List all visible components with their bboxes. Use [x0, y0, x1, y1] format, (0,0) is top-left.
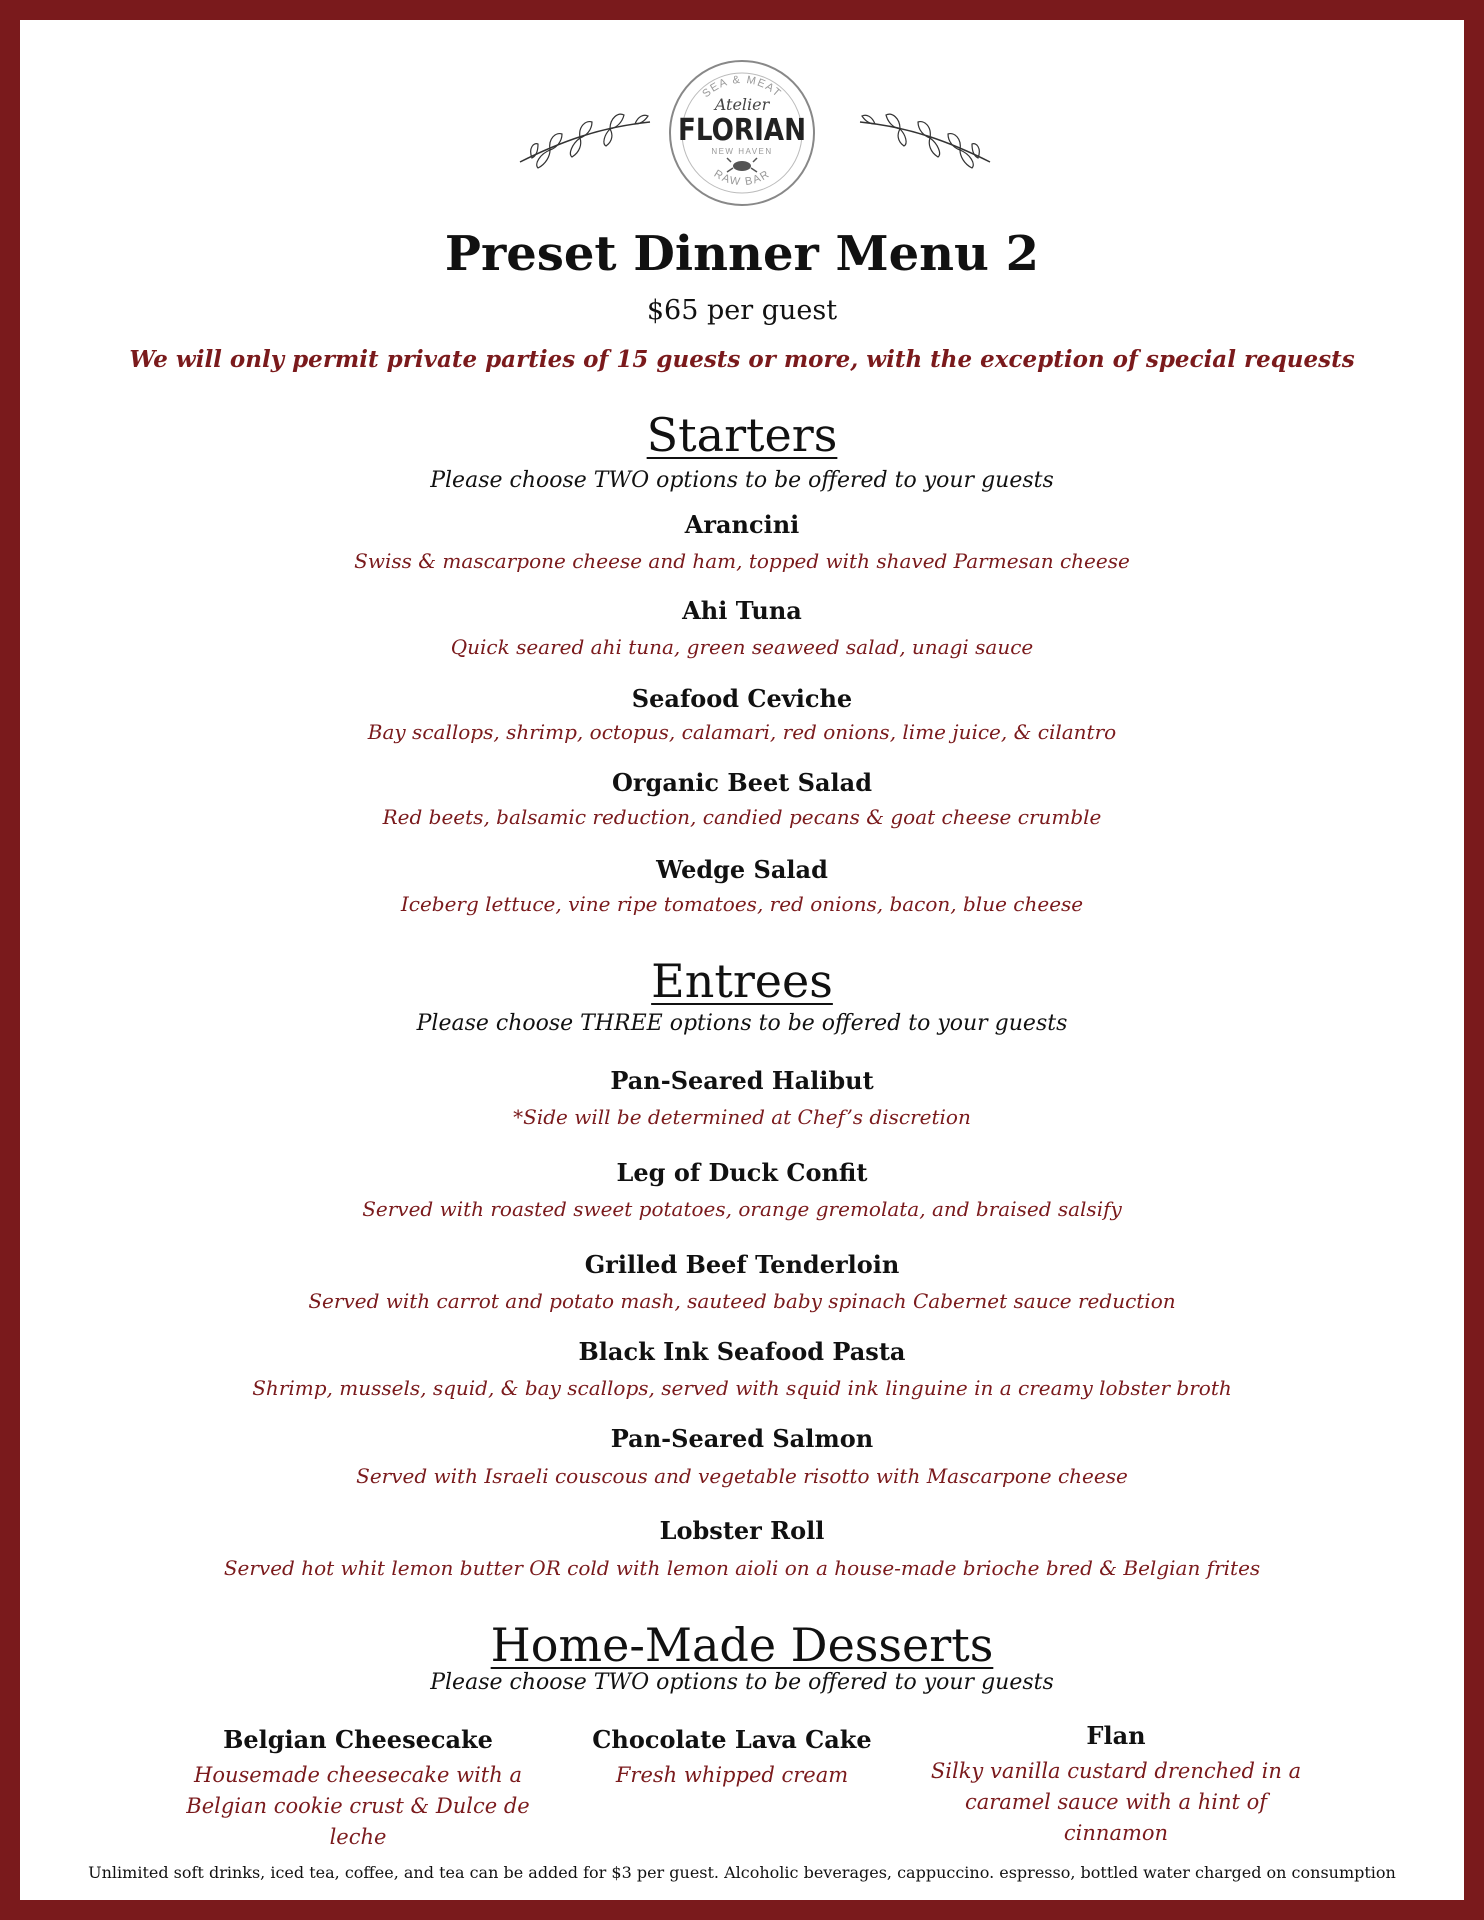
menu-item-description: Quick seared ahi tuna, green seaweed salad, unagi sauce [450, 635, 1034, 659]
menu-item-name: Organic Beet Salad [611, 768, 872, 797]
menu-item-description: Iceberg lettuce, vine ripe tomatoes, red onions, bacon, blue cheese [400, 892, 1084, 916]
menu-item-name: Lobster Roll [659, 1516, 825, 1545]
entrees-heading: Entrees [651, 954, 833, 1008]
left-laurel-sprig-icon [510, 102, 660, 172]
logo-location: NEW HAVEN [711, 147, 773, 156]
menu-item-description: Shrimp, mussels, squid, & bay scallops, served with squid ink linguine in a creamy lobster broth [252, 1376, 1232, 1400]
menu-item-description: *Side will be determined at Chef’s discretion [513, 1105, 971, 1129]
starters-instruction: Please choose TWO options to be offered to your guests [430, 468, 1054, 493]
dessert-description-line: Belgian cookie crust & Dulce de leche [186, 1794, 530, 1849]
restaurant-logo [667, 58, 817, 208]
menu-item-description: Bay scallops, shrimp, octopus, calamari, red onions, lime juice, & cilantro [367, 720, 1117, 744]
dessert-description-line: Housemade cheesecake with a [194, 1763, 522, 1787]
logo-bottom-text: RAW BAR [711, 167, 773, 189]
menu-item-name: Arancini [684, 510, 800, 539]
menu-item-description: Served with Israeli couscous and vegetable risotto with Mascarpone cheese [356, 1464, 1128, 1488]
desserts-heading: Home-Made Desserts [490, 1618, 994, 1672]
menu-item-name: Wedge Salad [656, 855, 828, 884]
dessert-item [532, 1725, 932, 1791]
menu-item-description: Swiss & mascarpone cheese and ham, topped with shaved Parmesan cheese [354, 549, 1130, 573]
party-size-notice: We will only permit private parties of 15 guests or more, with the exception of special requests [129, 346, 1355, 373]
menu-item-description: Red beets, balsamic reduction, candied pecans & goat cheese crumble [382, 805, 1102, 829]
price-per-guest: $65 per guest [646, 295, 838, 326]
dessert-description-line: Fresh whipped cream [615, 1763, 849, 1787]
page-title: Preset Dinner Menu 2 [444, 226, 1040, 282]
menu-item-name: Pan-Seared Salmon [610, 1424, 874, 1453]
menu-item-description: Served with roasted sweet potatoes, orange gremolata, and braised salsify [362, 1197, 1122, 1221]
dessert-name: Belgian Cheesecake [223, 1725, 493, 1754]
desserts-instruction: Please choose TWO options to be offered to your guests [430, 1670, 1054, 1695]
logo-script-text: Atelier [714, 95, 770, 114]
beverage-footer-note: Unlimited soft drinks, iced tea, coffee, and tea can be added for $3 per guest. Alcoholic beverages, cappuccino. espresso, bottled water charged on consumption [88, 1863, 1396, 1882]
menu-item-description: Served with carrot and potato mash, sauteed baby spinach Cabernet sauce reduction [308, 1289, 1176, 1313]
dessert-name: Flan [1086, 1721, 1146, 1750]
menu-page [20, 20, 1464, 1900]
starters-heading: Starters [646, 408, 838, 462]
dessert-item [158, 1725, 558, 1853]
entrees-instruction: Please choose THREE options to be offered to your guests [416, 1011, 1068, 1036]
dessert-item [916, 1721, 1316, 1849]
right-laurel-sprig-icon [850, 102, 1000, 172]
dessert-name: Chocolate Lava Cake [592, 1725, 872, 1754]
logo-top-text: SEA & MEAT [700, 73, 784, 101]
menu-item-name: Ahi Tuna [682, 596, 802, 625]
dessert-description-line: Silky vanilla custard drenched in a [930, 1759, 1302, 1783]
menu-item-name: Seafood Ceviche [631, 684, 853, 713]
dessert-description-line: caramel sauce with a hint of cinnamon [964, 1790, 1268, 1845]
menu-item-description: Served hot whit lemon butter OR cold with lemon aioli on a house-made brioche bred & Belgian frites [223, 1556, 1261, 1580]
menu-item-name: Pan-Seared Halibut [610, 1066, 874, 1095]
menu-item-name: Grilled Beef Tenderloin [584, 1250, 900, 1279]
menu-item-name: Leg of Duck Confit [616, 1158, 868, 1187]
logo-name: FLORIAN [678, 113, 806, 148]
menu-item-name: Black Ink Seafood Pasta [578, 1337, 906, 1366]
